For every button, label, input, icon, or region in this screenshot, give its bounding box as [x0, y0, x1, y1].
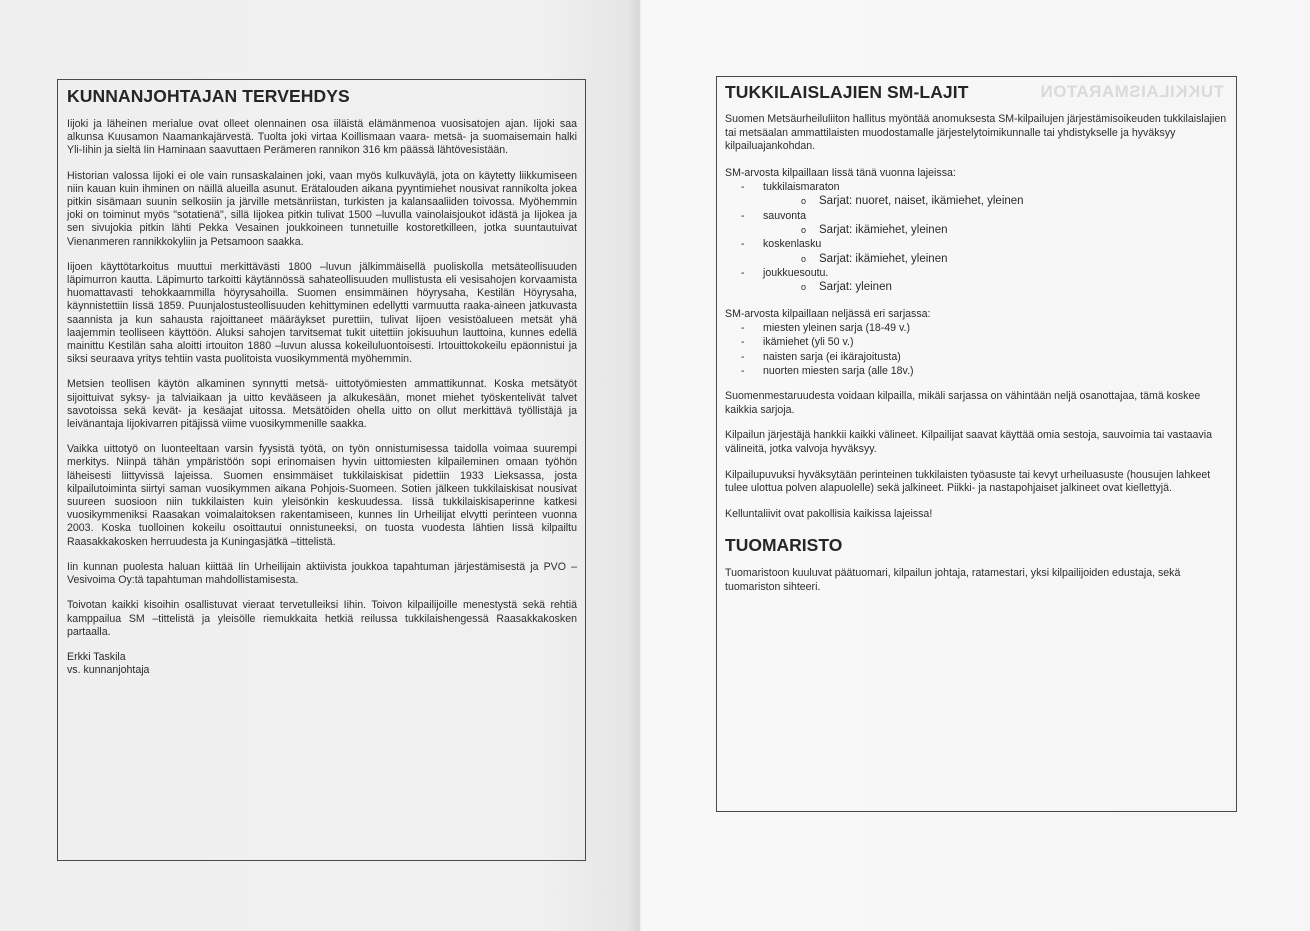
mayor-greeting-box — [57, 79, 586, 861]
signature-name: Erkki Taskila — [67, 650, 126, 663]
paragraph: Metsien teollisen käytön alkaminen synnytti metsä- uittotyömiesten ammattikunnat. Koska metsätyöt sijoittuivat syksy- ja talviaikaan ja uitto kevääseen ja alkukesään, monet miehet työskentelivät talvet savotoissa sekä kevät- ja kesäajat uitossa. Metsätöiden ohella uitto on ollut merkittävä työllistäjä ja leivänantaja Iijokivarren pitäjissä viime vuosikymmenille saakka. — [67, 378, 577, 431]
jury-paragraph: Tuomaristoon kuuluvat päätuomari, kilpailun johtaja, ratamestari, yksi kilpailijoiden edustaja, sekä tuomariston sihteeri. — [725, 567, 1181, 593]
paragraph: Kilpailupuvuksi hyväksytään perinteinen tukkilaisten työasuste tai kevyt urheiluasuste (housujen lahkeet tulee ulottua polven alapuolelle) sekä jalkineet. Piikki- ja nastapohjaiset jalkineet ovat kiellettyjä. — [725, 468, 1211, 495]
sm-events-box — [716, 76, 1237, 812]
classes-list-block — [725, 307, 1229, 378]
event-series: o Sarjat: ikämiehet, yleinen — [763, 223, 1229, 238]
greeting-title: KUNNANJOHTAJAN TERVEHDYS — [67, 86, 350, 106]
paragraph: Toivotan kaikki kisoihin osallistuvat vieraat tervetulleiksi Iihin. Toivon kilpailijoille menestystä sekä rehtiä kamppailua SM –tittelistä ja yleisölle riemukkaita hetkiä reilussa tukkilaishengessä Raasakkakosken partaalla. — [67, 599, 577, 638]
event-item: - koskenlasku o Sarjat: ikämiehet, yleinen — [725, 237, 1229, 266]
event-series: o Sarjat: ikämiehet, yleinen — [763, 252, 1229, 267]
event-series: o Sarjat: yleinen — [763, 280, 1229, 295]
event-item: - sauvonta o Sarjat: ikämiehet, yleinen — [725, 209, 1229, 238]
signature-role: vs. kunnanjohtaja — [67, 664, 150, 677]
paragraph: Iijoki ja läheinen merialue ovat olleet olennainen osa iiläistä elämänmenoa vuosisatojen ajan. Iijoki saa alkunsa Kuusamon Naamankajärvestä. Tuolta joki virtaa Koillismaan vaara- metsä- ja suomaisemain halki Yli-Iihin ja sieltä Iin Haminaan saavuttaen Perämeren rannikon 316 km päässä lähtövesistään. — [67, 118, 577, 157]
events-list-block — [725, 166, 1229, 295]
intro-paragraph: Suomen Metsäurheiluliiton hallitus myöntää anomuksesta SM-kilpailujen järjestämisoikeuden tukkilaislajien tai metsäalan ammattilaisten muodostamalle järjestelytoimikunnalle tai yhdistykselle ja hyväksyy kilpailuajankohdan. — [725, 113, 1227, 153]
paragraph: Iin kunnan puolesta haluan kiittää Iin Urheilijain aktiivista joukkoa tapahtuman järjestämisestä ja PVO –Vesivoima Oy:tä tapahtuman mahdollistamisesta. — [67, 560, 577, 587]
paragraph: Kelluntaliivit ovat pakollisia kaikissa lajeissa! — [725, 507, 933, 520]
events-title: TUKKILAISLAJIEN SM-LAJIT — [725, 82, 969, 102]
event-series: o Sarjat: nuoret, naiset, ikämiehet, yleinen — [763, 194, 1229, 209]
paragraph: Suomenmestaruudesta voidaan kilpailla, mikäli sarjassa on vähintään neljä osanottajaa, tämä koskee kaikkia sarjoja. — [725, 390, 1201, 416]
event-item: - tukkilaismaraton o Sarjat: nuoret, naiset, ikämiehet, yleinen — [725, 180, 1229, 209]
jury-title: TUOMARISTO — [725, 535, 843, 556]
events-list — [725, 180, 1229, 295]
events-intro: SM-arvosta kilpaillaan Iissä tänä vuonna lajeissa: — [725, 166, 956, 179]
bleed-through-text: TUKKILAISMARATON — [1040, 82, 1224, 101]
class-item: - nuorten miesten sarja (alle 18v.) — [725, 364, 1229, 378]
class-item: - naisten sarja (ei ikärajoitusta) — [725, 350, 1229, 364]
classes-intro: SM-arvosta kilpaillaan neljässä eri sarjassa: — [725, 307, 931, 320]
class-item: - ikämiehet (yli 50 v.) — [725, 335, 1229, 349]
page-fold — [628, 0, 642, 931]
paragraph: Iijoen käyttötarkoitus muuttui merkittävästi 1800 –luvun jälkimmäisellä puoliskolla metsäteollisuuden läpimurron kautta. Läpimurto tarkoitti käytännössä sahateollisuuden mullistusta eli vesisahojen korvaamista huomattavasti tehokkaammilla höyrysahoilla. Suomen ensimmäinen höyrysaha, Kestilän Höyrysaha, käynnistettiin Iissä 1859. Puunjalostusteollisuuden kehittyminen edellytti varmuutta raaka-aineen jatkuvasta saannista ja kun sahausta rajoittaneet määräykset purettiin, tulivat Iijoen vesistöalueen metsät yhä laajemmin teolliseen käyttöön. Aluksi sahojen tarvitsemat tukit uitettiin jokisuuhun lauttoina, kunnes edellä mainittu Kestilän saha aloitti irtouiton 1880 –luvun alussa kokeiluluontoisesti. Irtouittokokeilu epäonnistui ja siksi seuraava yritys tehtiin vasta puolitoista vuosikymmentä myöhemmin. — [67, 260, 577, 366]
signature — [67, 651, 577, 678]
paragraph: Historian valossa Iijoki ei ole vain runsaskalainen joki, vaan myös kulkuväylä, jota on käytetty liikkumiseen niin kauan kuin ihminen on näillä alueilla asunut. Erätalouden aikana pyyntimiehet nousivat rannikolta jokea pitkin sisämaan suunin selkosiin ja järville metsänriistan, turkisten ja kalansaaliiden toivossa. Myöhemmin joki on toiminut myös "sotatienä", sillä Iijokea pitkin tulivat 1500 –luvulla vainolaisjoukot idästä ja Iijokea ja sen sivujokia pitkin lähti Pekka Vesainen joukkoineen tunnetuille kostoretkilleen, jotka suuntautuivat Vienanmeren rannikkokyliin ja Petsamoon saakka. — [67, 169, 577, 248]
classes-list — [725, 321, 1229, 378]
event-item: - joukkuesoutu. o Sarjat: yleinen — [725, 266, 1229, 295]
class-item: - miesten yleinen sarja (18-49 v.) — [725, 321, 1229, 335]
paragraph: Kilpailun järjestäjä hankkii kaikki välineet. Kilpailijat saavat käyttää omia sestoja, sauvoimia tai vastaavia välineitä, jotka valvoja hyväksyy. — [725, 429, 1212, 455]
paragraph: Vaikka uittotyö on luonteeltaan varsin fyysistä työtä, on työn onnistumisessa taidolla voimaa suurempi merkitys. Niinpä tähän ympäristöön sopi erinomaisen hyvin uittomiesten kilpaileminen omaan työhön läheisesti liittyvissä lajeissa. Suomen ensimmäiset tukkilaiskisat pidettiin 1933 Lieksassa, josta kilpailutoiminta siirtyi saman vuosikymmen aikana Pohjois-Suomeen. Sotien jälkeen tukkilaiskisat nousivat suureen suosioon niin tukkilaisten kuin yleisönkin keskuudessa. Iissä tukkilaiskisaperinne katkesi vuosikymmeniksi Raasakan voimalaitoksen rakentamiseen, kunnes Iin Urheilijat elvytti perinteen vuonna 2003. Koska tuolloinen kokeilu osoittautui onnistuneeksi, on tuosta vuodesta lähtien Iissä kilpailtu Raasakkakosken herruudesta ja Kuningasjätkä –tittelistä. — [67, 443, 577, 548]
